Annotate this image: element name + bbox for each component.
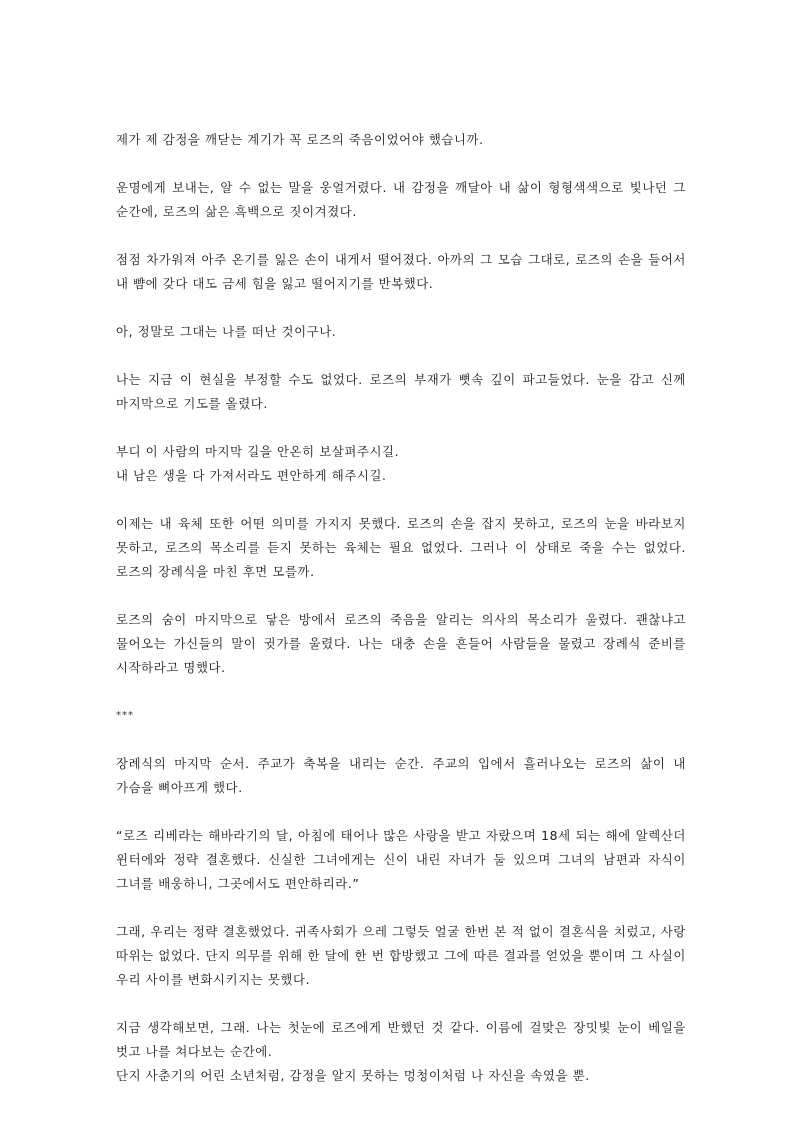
text-line: 아, 정말로 그대는 나를 떠난 것이구나. (116, 324, 337, 339)
paragraph-11 (116, 920, 686, 992)
text-line: 로즈의 숨이 마지막으로 닿은 방에서 로즈의 죽음을 알리는 의사의 목소리가 울렸다. 괜찮냐고 물어오는 가신들의 말이 귓가를 울렸다. 나는 대충 손을 흔들어 사람들을 물렸고 장례식 준비를 시작하라고 명했다. (116, 612, 686, 675)
paragraph-12 (116, 1016, 686, 1088)
paragraph-4 (116, 320, 686, 344)
text-line: 제가 제 감정을 깨닫는 계기가 꼭 로즈의 죽음이었어야 했습니까. (116, 132, 484, 147)
paragraph-10 (116, 824, 686, 896)
paragraph-5 (116, 368, 686, 416)
text-line: 장례식의 마지막 순서. 주교가 축복을 내리는 순간. 주교의 입에서 흘러나오는 로즈의 삶이 내 가슴을 뼈아프게 했다. (116, 756, 686, 795)
paragraph-7 (116, 512, 686, 584)
document-body (116, 128, 686, 1112)
text-line: 내 남은 생을 다 가져서라도 편안하게 해주시길. (116, 468, 387, 483)
paragraph-3 (116, 248, 686, 296)
paragraph-1 (116, 128, 686, 152)
text-line: 점점 차가워져 아주 온기를 잃은 손이 내게서 떨어졌다. 아까의 그 모습 그대로, 로즈의 손을 들어서 내 뺨에 갖다 대도 금세 힘을 잃고 떨어지기를 반복했다. (116, 252, 686, 291)
text-line: 지금 생각해보면, 그래. 나는 첫눈에 로즈에게 반했던 것 같다. 이름에 걸맞은 장밋빛 눈이 베일을 벗고 나를 쳐다보는 순간에. (116, 1020, 686, 1059)
scene-separator: *** (116, 710, 134, 721)
text-line: 이제는 내 육체 또한 어떤 의미를 가지지 못했다. 로즈의 손을 잡지 못하고, 로즈의 눈을 바라보지 못하고, 로즈의 목소리를 듣지 못하는 육체는 필요 없었다. 그러나 이 상태로 죽을 수는 없었다. 로즈의 장례식을 마친 후면 모를까. (116, 516, 686, 579)
text-line: 부디 이 사람의 마지막 길을 안온히 보살펴주시길. (116, 444, 400, 459)
paragraph-6 (116, 440, 686, 488)
paragraph-2 (116, 176, 686, 224)
text-line: 그래, 우리는 정략 결혼했었다. 귀족사회가 으레 그렇듯 얼굴 한번 본 적 없이 결혼식을 치렀고, 사랑 따위는 없었다. 단지 의무를 위해 한 달에 한 번 합방했고 그에 따른 결과를 얻었을 뿐이며 그 사실이 우리 사이를 변화시키지는 못했다. (116, 924, 686, 987)
text-line: 나는 지금 이 현실을 부정할 수도 없었다. 로즈의 부재가 뼛속 깊이 파고들었다. 눈을 감고 신께 마지막으로 기도를 올렸다. (116, 372, 686, 411)
text-line: 단지 사춘기의 어린 소년처럼, 감정을 알지 못하는 멍청이처럼 나 자신을 속였을 뿐. (116, 1068, 590, 1083)
paragraph-9 (116, 752, 686, 800)
text-line: 운명에게 보내는, 알 수 없는 말을 웅얼거렸다. 내 감정을 깨달아 내 삶이 형형색색으로 빛나던 그 순간에, 로즈의 삶은 흑백으로 짓이겨졌다. (116, 180, 686, 219)
text-line: “로즈 리베라는 해바라기의 달, 아침에 태어나 많은 사랑을 받고 자랐으며 18세 되는 해에 알렉산더 윈터에와 정략 결혼했다. 신실한 그녀에게는 신이 내린 자녀가 둘 있으며 그녀의 남편과 자식이 그녀를 배웅하니, 그곳에서도 편안하리라.” (116, 828, 686, 891)
paragraph-8 (116, 608, 686, 680)
